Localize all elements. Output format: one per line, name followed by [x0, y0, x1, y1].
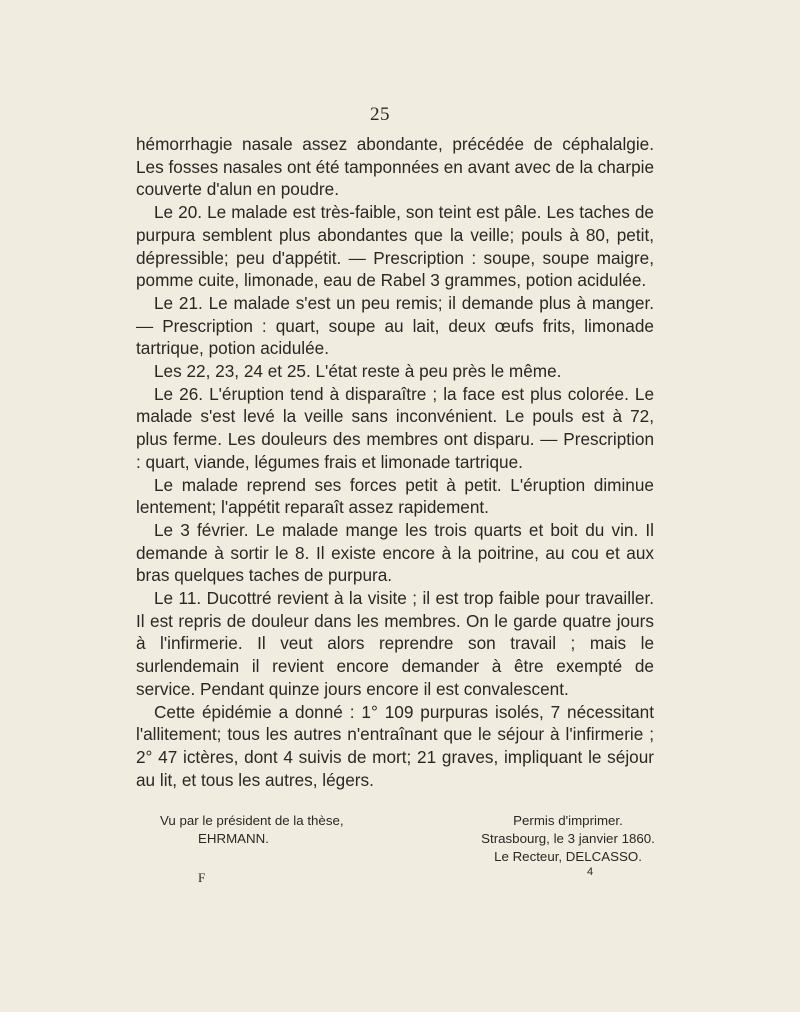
paragraph: Le malade reprend ses forces petit à petit. L'éruption diminue lentement; l'appétit reparaît assez rapidement.	[136, 474, 654, 518]
paragraph: Le 26. L'éruption tend à disparaître ; la face est plus colorée. Le malade s'est levé la veille sans inconvénient. Le pouls est à 72, plus ferme. Les douleurs des membres ont disparu. — Prescription : quart, viande, légumes frais et limonade tartrique.	[136, 383, 654, 472]
sheet-mark: 4	[587, 866, 594, 878]
paragraph: Les 22, 23, 24 et 25. L'état reste à peu près le même.	[154, 361, 562, 382]
paragraph: hémorrhagie nasale assez abondante, précédée de céphalalgie. Les fosses nasales ont été tamponnées en avant avec de la charpie couverte d'alun en poudre.	[136, 134, 654, 200]
approval-block	[160, 812, 344, 848]
signature-mark: F	[198, 870, 206, 885]
imprimatur-date: Strasbourg, le 3 janvier 1860.	[481, 831, 655, 846]
body-text	[136, 133, 654, 791]
page-number: 25	[370, 104, 390, 125]
paragraph: Le 11. Ducottré revient à la visite ; il est trop faible pour travailler. Il est repris de douleur dans les membres. On le garde quatre jours à l'infirmerie. Il veut alors reprendre son travail ; mais le surlendemain il revient encore demander à être exempté de service. Pendant quinze jours encore il est convalescent.	[136, 588, 654, 699]
paragraph: Le 21. Le malade s'est un peu remis; il demande plus à manger. — Prescription : quart, soupe au lait, deux œufs frits, limonade tartrique, potion acidulée.	[136, 292, 654, 359]
paragraph: Le 3 février. Le malade mange les trois quarts et boit du vin. Il demande à sortir le 8. Il existe encore à la poitrine, au cou et aux bras quelques taches de purpura.	[136, 519, 654, 586]
imprimatur-block	[472, 812, 664, 866]
imprimatur-line: Permis d'imprimer.	[513, 813, 623, 828]
paragraph: Le 20. Le malade est très-faible, son teint est pâle. Les taches de purpura semblent plus abondantes que la veille; pouls à 80, petit, dépressible; peu d'appétit. — Prescription : soupe, soupe maigre, pomme cuite, limonade, eau de Rabel 3 grammes, potion acidulée.	[136, 202, 654, 291]
president-name: EHRMANN.	[198, 831, 269, 846]
approval-line: Vu par le président de la thèse,	[160, 813, 344, 828]
rector-name: Le Recteur, DELCASSO.	[494, 849, 642, 864]
paragraph: Cette épidémie a donné : 1° 109 purpuras isolés, 7 nécessitant l'allitement; tous les autres n'entraînant que le séjour à l'infirmerie ; 2° 47 ictères, dont 4 suivis de mort; 21 graves, impliquant le séjour au lit, et tous les autres, légers.	[136, 701, 654, 790]
